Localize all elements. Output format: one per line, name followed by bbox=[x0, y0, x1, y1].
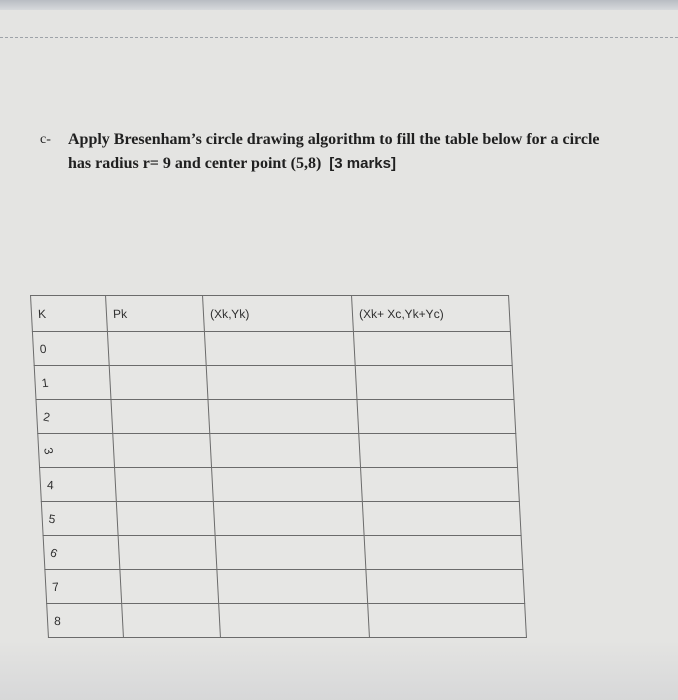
table-row bbox=[41, 502, 521, 536]
answer-table bbox=[30, 295, 527, 638]
top-edge bbox=[0, 0, 678, 10]
pk-cell bbox=[118, 536, 217, 570]
pk-cell bbox=[113, 434, 212, 468]
xk-yk-cell bbox=[206, 366, 357, 400]
k-cell bbox=[32, 332, 109, 366]
translated-point-cell bbox=[359, 434, 518, 468]
k-cell bbox=[45, 570, 122, 604]
translated-point-cell bbox=[355, 366, 514, 400]
k-value: 6 bbox=[48, 544, 60, 561]
table-header-row bbox=[31, 296, 511, 332]
k-value: 0 bbox=[39, 341, 47, 356]
table-row bbox=[36, 400, 516, 434]
translated-point-cell bbox=[364, 536, 523, 570]
xk-yk-cell bbox=[219, 604, 370, 638]
question-line-1: Apply Bresenham’s circle drawing algorithm to fill the table below for a circle bbox=[68, 131, 600, 148]
translated-point-cell bbox=[366, 570, 525, 604]
table-row bbox=[32, 332, 512, 366]
answer-table-wrap bbox=[30, 295, 527, 638]
table-row bbox=[43, 536, 523, 570]
translated-point-cell bbox=[357, 400, 516, 434]
k-value: 1 bbox=[40, 375, 50, 390]
k-cell bbox=[47, 604, 124, 638]
k-cell bbox=[41, 502, 118, 536]
pk-cell bbox=[116, 502, 215, 536]
k-cell bbox=[34, 366, 111, 400]
k-value: 5 bbox=[47, 511, 57, 526]
table-row bbox=[38, 434, 518, 468]
translated-point-cell bbox=[368, 604, 527, 638]
header-pk: Pk bbox=[106, 296, 205, 332]
k-value: 3 bbox=[40, 445, 57, 456]
table-row bbox=[40, 468, 520, 502]
k-cell bbox=[43, 536, 120, 570]
question-marks: [3 marks] bbox=[329, 155, 396, 172]
k-value: 8 bbox=[53, 613, 61, 628]
question-line-2 bbox=[68, 152, 660, 176]
pk-cell bbox=[111, 400, 210, 434]
k-cell bbox=[40, 468, 117, 502]
xk-yk-cell bbox=[208, 400, 359, 434]
xk-yk-cell bbox=[212, 468, 363, 502]
table-row bbox=[47, 604, 527, 638]
pk-cell bbox=[120, 570, 219, 604]
k-value: 2 bbox=[42, 408, 52, 425]
k-value: 4 bbox=[46, 477, 54, 492]
table-row bbox=[34, 366, 514, 400]
question-line-2-text: has radius r= 9 and center point (5,8) bbox=[68, 155, 322, 172]
header-translated-point: (Xk+ Xc,Yk+Yc) bbox=[352, 296, 511, 332]
xk-yk-cell bbox=[210, 434, 361, 468]
translated-point-cell bbox=[361, 468, 520, 502]
translated-point-cell bbox=[362, 502, 521, 536]
k-cell bbox=[38, 434, 115, 468]
translated-point-cell bbox=[353, 332, 512, 366]
question-letter: c- bbox=[40, 132, 51, 147]
pk-cell bbox=[109, 366, 208, 400]
xk-yk-cell bbox=[213, 502, 364, 536]
table-row bbox=[45, 570, 525, 604]
xk-yk-cell bbox=[215, 536, 366, 570]
question-block bbox=[40, 128, 660, 176]
pk-cell bbox=[115, 468, 214, 502]
xk-yk-cell bbox=[217, 570, 368, 604]
dashed-divider bbox=[0, 37, 678, 38]
pk-cell bbox=[107, 332, 206, 366]
bottom-shadow bbox=[0, 640, 678, 700]
k-value: 7 bbox=[51, 579, 60, 594]
pk-cell bbox=[122, 604, 221, 638]
header-xk-yk: (Xk,Yk) bbox=[203, 296, 354, 332]
header-k: K bbox=[31, 296, 108, 332]
k-cell bbox=[36, 400, 113, 434]
xk-yk-cell bbox=[204, 332, 355, 366]
